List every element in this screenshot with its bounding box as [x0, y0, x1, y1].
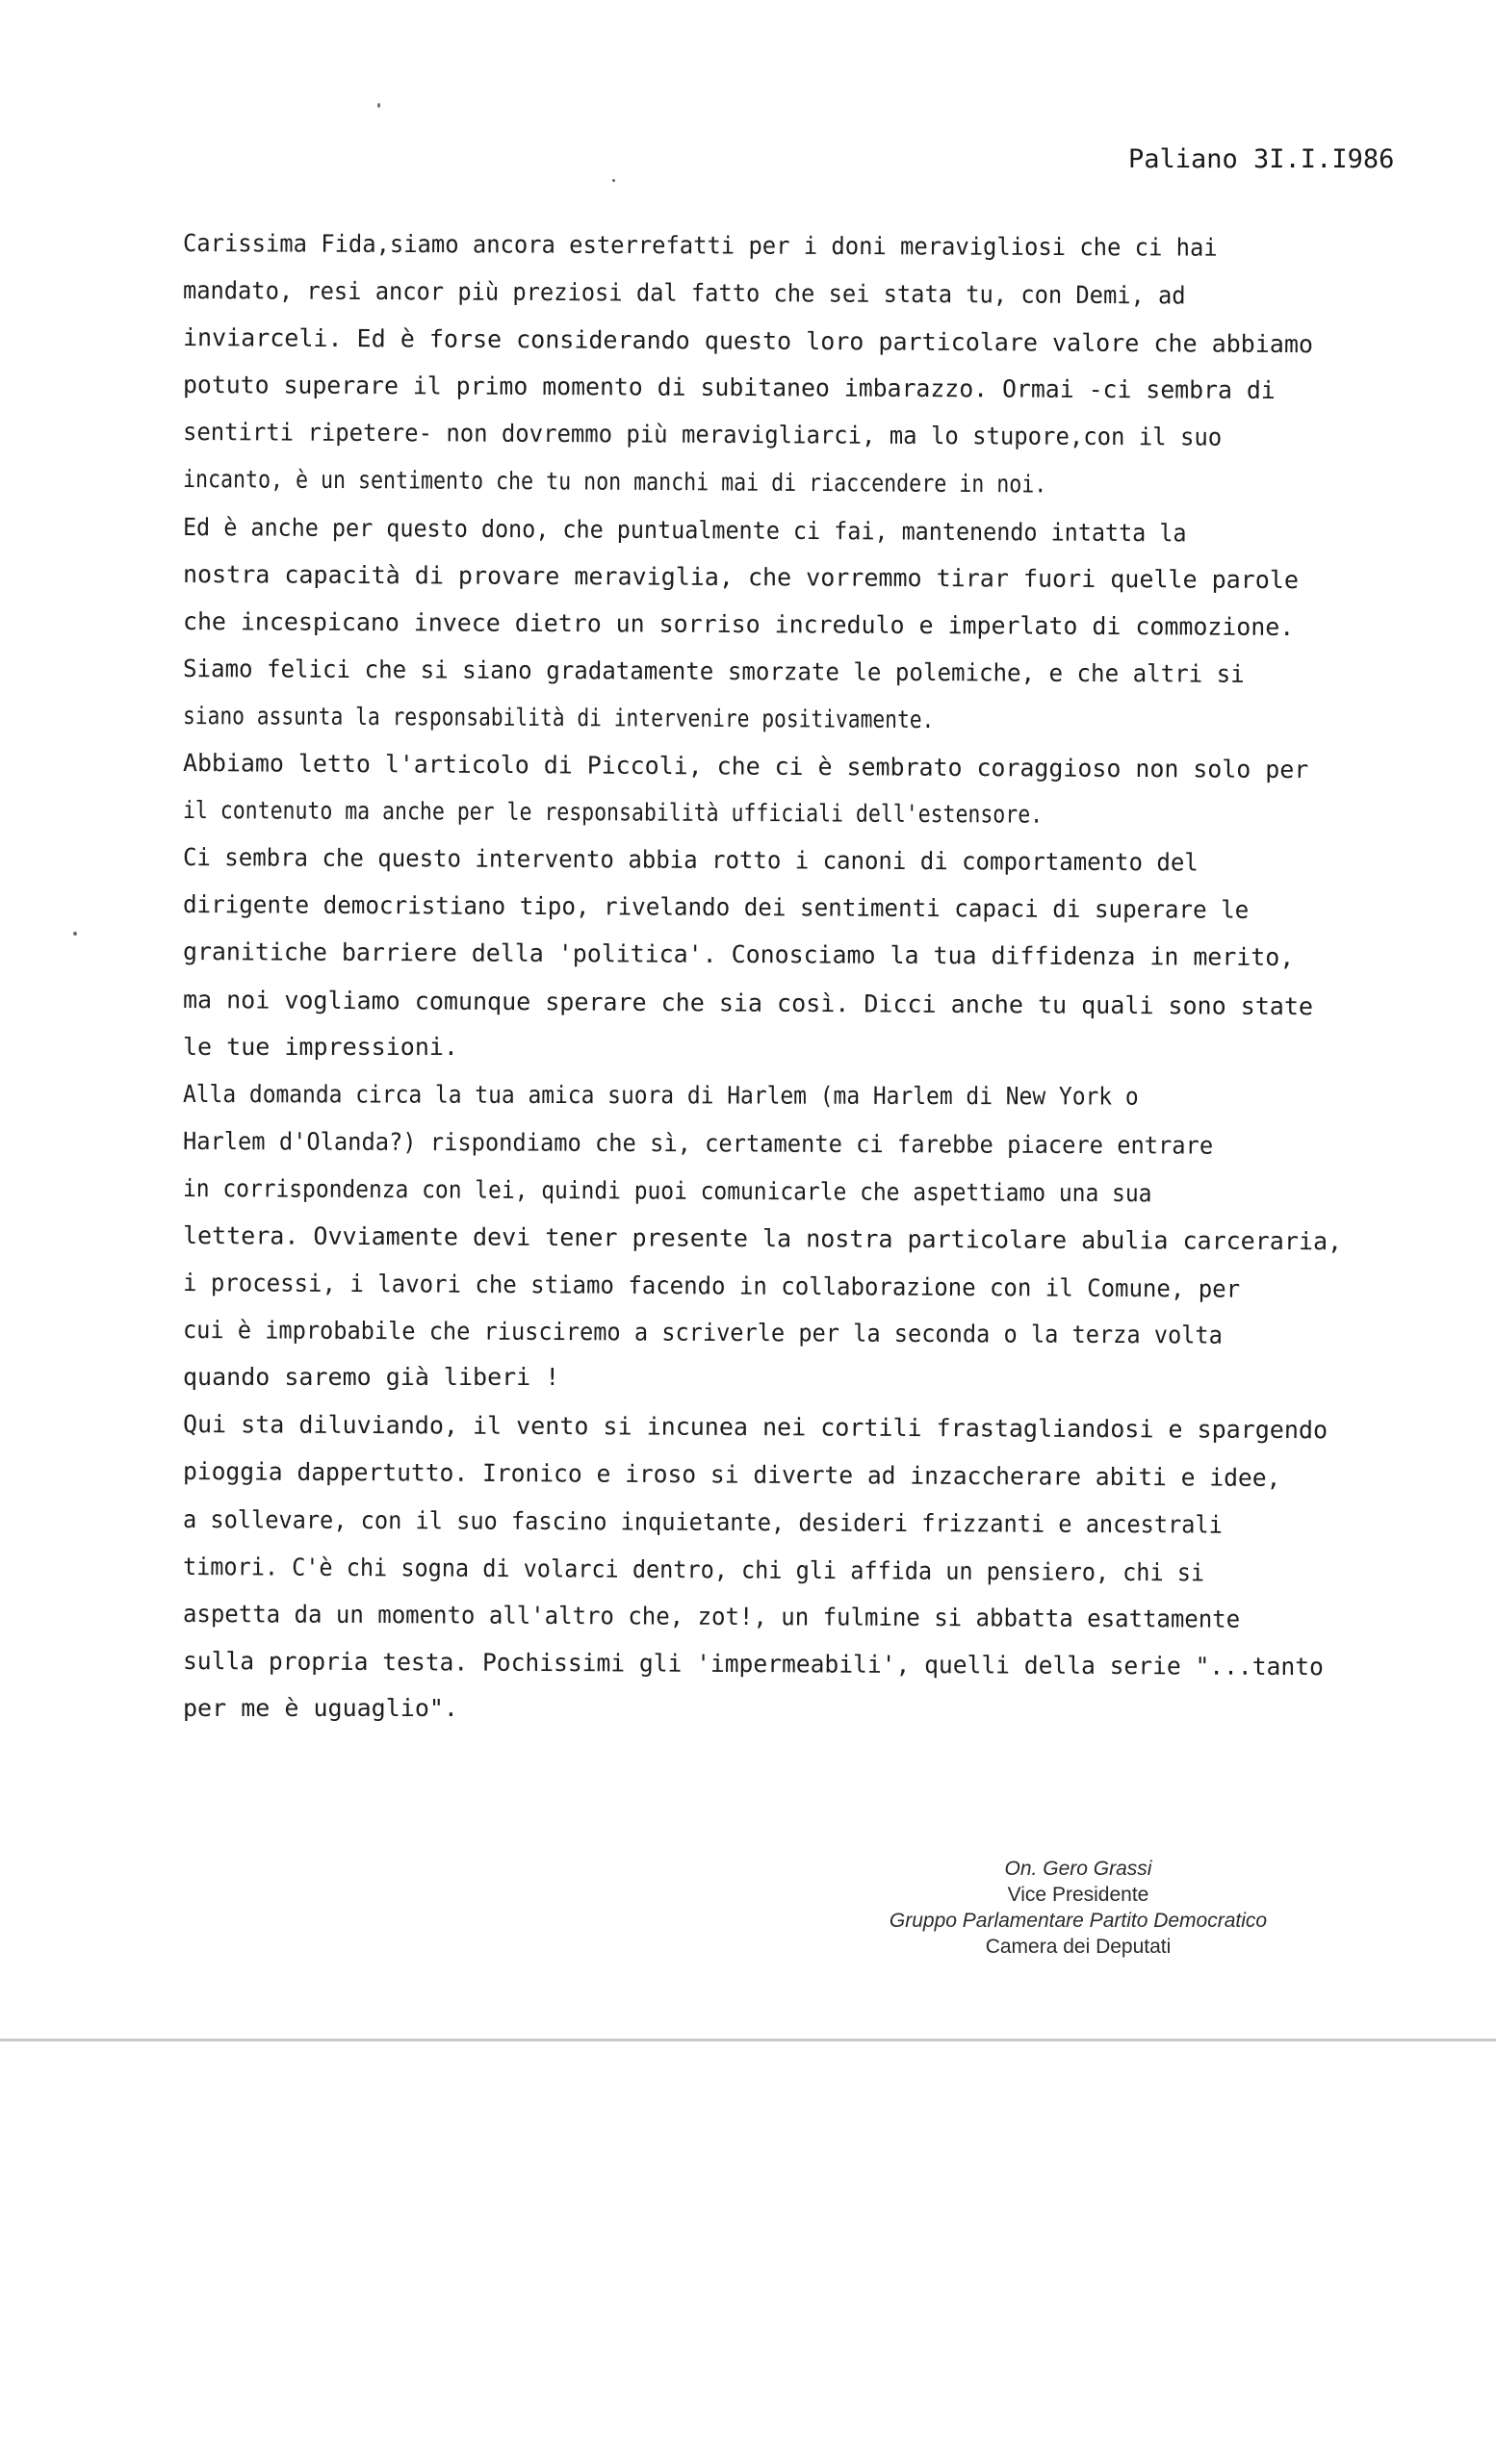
letter-line: Harlem d'Olanda?) rispondiamo che sì, certamente ci farebbe piacere entrare: [182, 1126, 1214, 1160]
letter-line: quando saremo già liberi !: [183, 1363, 560, 1392]
letter-line: inviarceli. Ed è forse considerando questo loro particolare valore che abbiamo: [182, 323, 1314, 359]
letter-line: granitiche barriere della 'politica'. Conosciamo la tua diffidenza in merito,: [182, 937, 1295, 972]
letter-line: il contenuto ma anche per le responsabilità ufficiali dell'estensore.: [182, 796, 1044, 829]
letter-line: Ci sembra che questo intervento abbia rotto i canoni di comportamento del: [182, 843, 1199, 877]
letter-line: Siamo felici che si siano gradatamente smorzate le polemiche, e che altri si: [182, 654, 1245, 688]
letter-line: timori. C'è chi sogna di volarci dentro, chi gli affida un pensiero, chi si: [182, 1552, 1205, 1587]
letter-line: Carissima Fida,siamo ancora esterrefatti per i doni meravigliosi che ci hai: [182, 229, 1218, 262]
letter-line: Ed è anche per questo dono, che puntualmente ci fai, mantenendo intatta la: [182, 512, 1187, 547]
letter-line: le tue impressioni.: [183, 1032, 458, 1061]
letter-line: incanto, è un sentimento che tu non manchi mai di riaccendere in noi.: [182, 465, 1047, 499]
letter-line: sentirti ripetere- non dovremmo più meravigliarci, ma lo stupore,con il suo: [182, 418, 1223, 452]
letter-line: Alla domanda circa la tua amica suora di Harlem (ma Harlem di New York o: [182, 1079, 1139, 1111]
blank-area: [0, 2041, 1496, 2464]
letter-line: siano assunta la responsabilità di intervenire positivamente.: [182, 701, 935, 734]
scan-speck: [73, 932, 77, 936]
letter-body: [183, 219, 1386, 1732]
letter-line: per me è uguaglio".: [183, 1693, 458, 1722]
scan-speck: [612, 179, 615, 182]
letter-line: lettera. Ovviamente devi tener presente la nostra particolare abulia carceraria,: [182, 1220, 1343, 1256]
stamp-group: Gruppo Parlamentare Partito Democratico: [889, 1910, 1268, 1932]
scan-speck: [377, 103, 380, 108]
letter-line: aspetta da un momento all'altro che, zot!, un fulmine si abbatta esattamente: [182, 1599, 1241, 1633]
letter-line: in corrispondenza con lei, quindi puoi comunicarle che aspettiamo una sua: [182, 1173, 1152, 1208]
letter-line: a sollevare, con il suo fascino inquietante, desideri frizzanti e ancestrali: [182, 1504, 1223, 1539]
letter-line: cui è improbabile che riusciremo a scriverle per la seconda o la terza volta: [182, 1316, 1223, 1349]
letter-line: pioggia dappertutto. Ironico e iroso si diverte ad inzaccherare abiti e idee,: [182, 1457, 1281, 1493]
stamp-role: Vice Presidente: [1007, 1884, 1149, 1906]
letter-line: ma noi vogliamo comunque sperare che sia così. Dicci anche tu quali sono state: [182, 985, 1314, 1020]
letter-line: Abbiamo letto l'articolo di Piccoli, che ci è sembrato coraggioso non solo per: [182, 749, 1309, 784]
letter-line: Qui sta diluviando, il vento si incunea nei cortili frastagliandosi e spargendo: [182, 1410, 1328, 1445]
letter-line: i processi, i lavori che stiamo facendo in collaborazione con il Comune, per: [182, 1269, 1241, 1303]
letter-line: sulla propria testa. Pochissimi gli 'impermeabili', quelli della serie "...tanto: [182, 1646, 1324, 1681]
stamp-name: On. Gero Grassi: [1004, 1858, 1152, 1880]
letter-line: nostra capacità di provare meraviglia, che vorremmo tirar fuori quelle parole: [182, 559, 1300, 594]
signature-stamp: [847, 1856, 1309, 1960]
letter-line: potuto superare il primo momento di subitaneo imbarazzo. Ormai -ci sembra di: [182, 371, 1276, 405]
letter-line: dirigente democristiano tipo, rivelando dei sentimenti capaci di superare le: [182, 890, 1250, 925]
letter-line: mandato, resi ancor più preziosi dal fatto che sei stata tu, con Demi, ad: [182, 276, 1186, 310]
letter-date: Paliano 3I.I.I986: [1128, 144, 1395, 174]
letter-line: che incespicano invece dietro un sorriso incredulo e imperlato di commozione.: [182, 606, 1295, 641]
stamp-chamber: Camera dei Deputati: [985, 1936, 1172, 1958]
